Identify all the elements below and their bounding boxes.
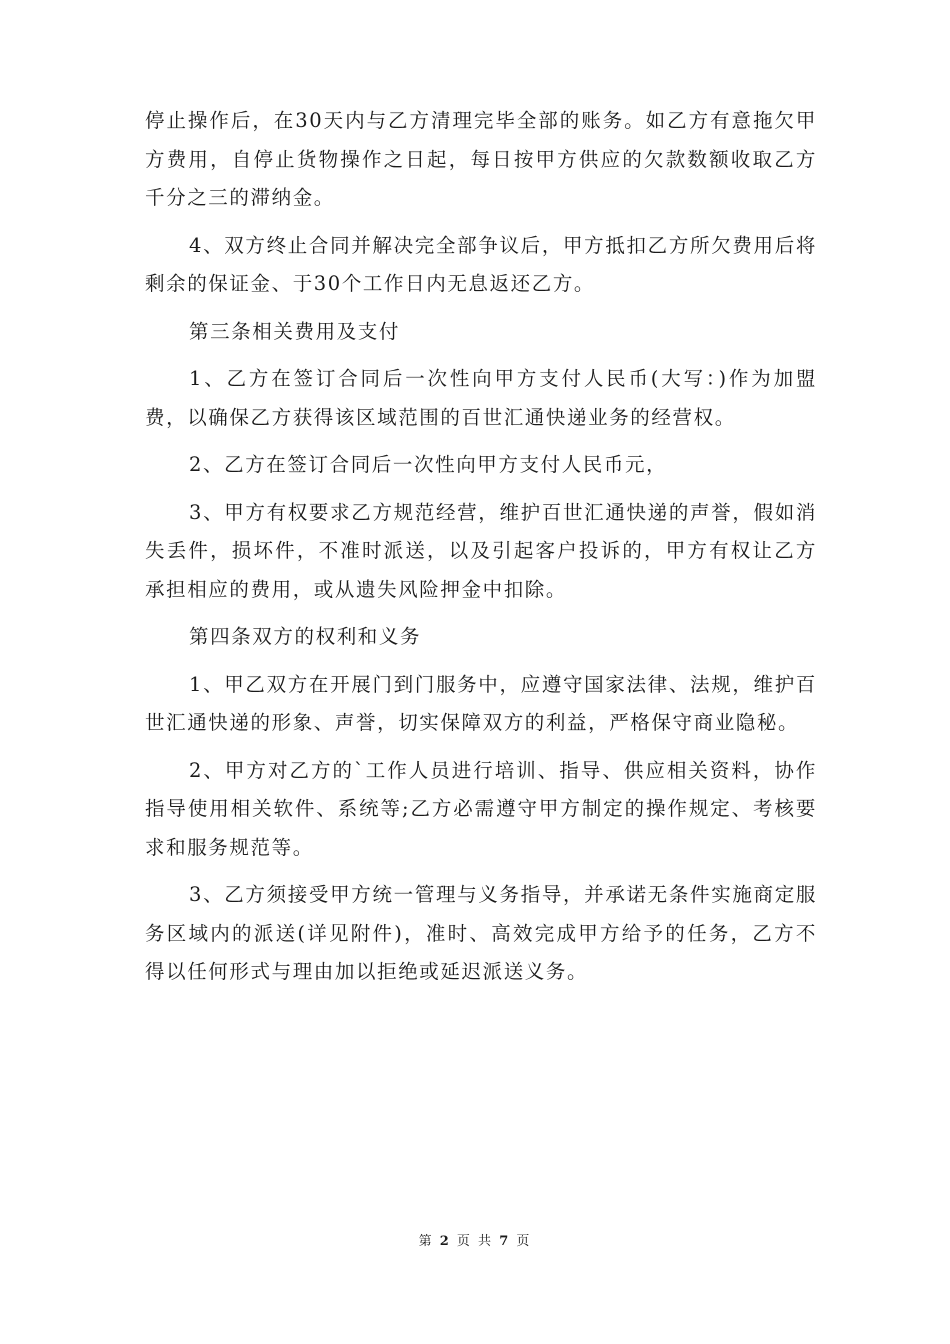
footer-middle: 页 共 [456, 1234, 494, 1249]
article-4-heading: 第四条双方的权利和义务 [189, 625, 422, 648]
article-3-heading: 第三条相关费用及支付 [189, 319, 401, 343]
page-footer [0, 1230, 950, 1249]
paragraph-clause-4-1: 1、甲乙双方在开展门到门服务中，应遵守国家法律、法规，维护百世汇通快递的形象、声誉，切实保障双方的利益，严格保守商业隐秘。 [145, 672, 817, 734]
footer-current-page: 2 [439, 1234, 451, 1249]
footer-prefix: 第 [418, 1234, 434, 1249]
paragraph-clause-2-4: 4、双方终止合同并解决完全部争议后，甲方抵扣乙方所欠费用后将剩余的保证金、于30个工作日内无息返还乙方。 [145, 233, 817, 295]
document-body [145, 102, 817, 1001]
footer-total-pages: 7 [499, 1234, 511, 1249]
paragraph-clause-4-2: 2、甲方对乙方的`工作人员进行培训、指导、供应相关资料，协作指导使用相关软件、系统等;乙方必需遵守甲方制定的操作规定、考核要求和服务规范等。 [145, 758, 817, 859]
paragraph-clause-3-3: 3、甲方有权要求乙方规范经营，维护百世汇通快递的声誉，假如消失丢件，损坏件，不准时派送，以及引起客户投诉的，甲方有权让乙方承担相应的费用，或从遗失风险押金中扣除。 [145, 500, 817, 601]
paragraph-continuation: 停止操作后，在30天内与乙方清理完毕全部的账务。如乙方有意拖欠甲方费用，自停止货物操作之日起，每日按甲方供应的欠款数额收取乙方千分之三的滞纳金。 [145, 109, 817, 209]
paragraph-clause-3-2: 2、乙方在签订合同后一次性向甲方支付人民币元， [189, 453, 668, 476]
footer-suffix: 页 [516, 1234, 532, 1249]
paragraph-clause-4-3: 3、乙方须接受甲方统一管理与义务指导，并承诺无条件实施商定服务区域内的派送(详见附件)，准时、高效完成甲方给予的任务，乙方不得以任何形式与理由加以拒绝或延迟派送义务。 [145, 883, 817, 983]
paragraph-clause-3-1: 1、乙方在签订合同后一次性向甲方支付人民币(大写：)作为加盟费，以确保乙方获得该区域范围的百世汇通快递业务的经营权。 [145, 367, 817, 429]
